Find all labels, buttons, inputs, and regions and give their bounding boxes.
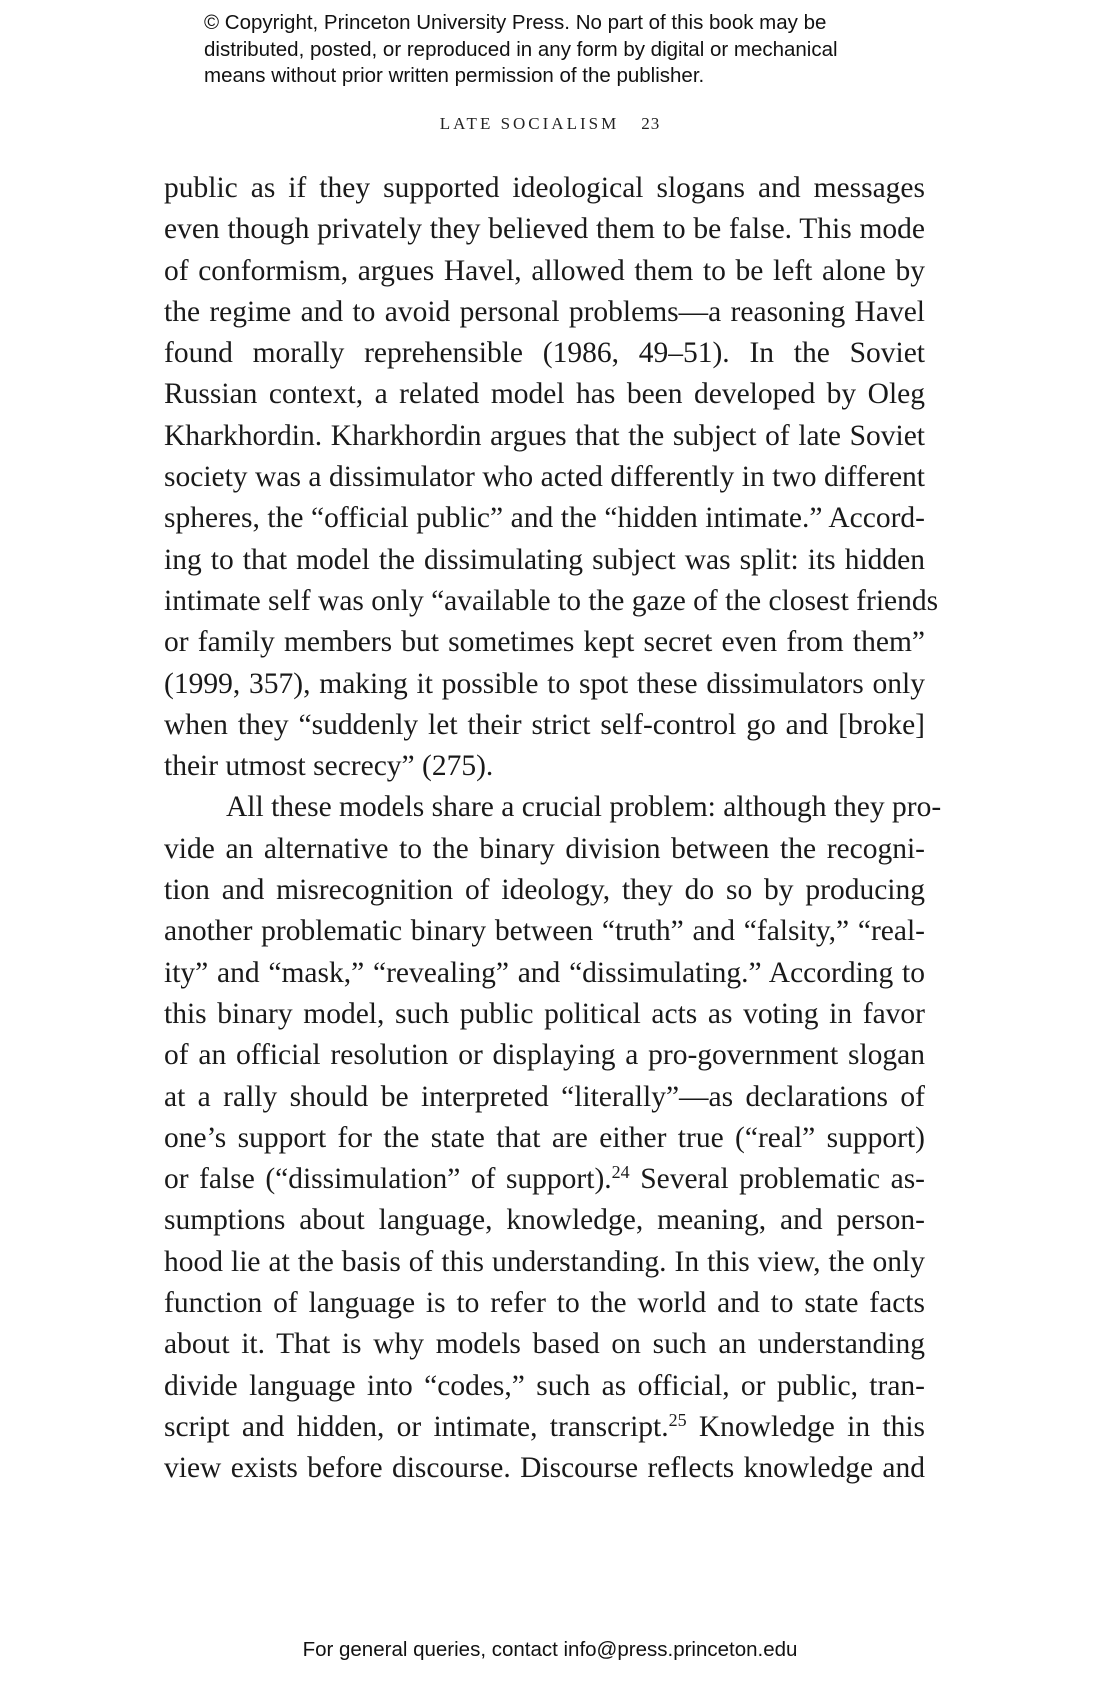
text-line-content: one’s support for the state that are either true (“real” support) (164, 1121, 925, 1154)
text-line (164, 1118, 925, 1159)
text-line-content: found morally reprehensible (1986, 49–51). In the Soviet (164, 337, 925, 370)
text-line-content: this binary model, such public political acts as voting in favor (164, 997, 925, 1030)
text-line-content: society was a dissimulator who acted differently in two different (164, 461, 925, 494)
copyright-line: © Copyright, Princeton University Press. No part of this book may be (204, 11, 827, 34)
text-line (164, 168, 925, 209)
text-line (164, 540, 925, 581)
text-line-content: when they “suddenly let their strict self-control go and [broke] (164, 708, 925, 741)
text-line (164, 870, 925, 911)
text-line (164, 209, 925, 250)
text-line-content: sumptions about language, knowledge, meaning, and person- (164, 1204, 925, 1237)
text-line (164, 1324, 925, 1365)
text-line (164, 994, 925, 1035)
text-line-content: of conformism, argues Havel, allowed them to be left alone by (164, 254, 925, 287)
text-line-content: Knowledge in this (686, 1410, 925, 1443)
text-line (164, 787, 942, 828)
text-line-content: ity” and “mask,” “revealing” and “dissimulating.” According to (164, 956, 925, 989)
text-line (164, 374, 925, 415)
text-line-content: public as if they supported ideological slogans and messages (164, 172, 925, 204)
text-line (164, 705, 925, 746)
text-line (164, 746, 925, 787)
text-line-content: view exists before discourse. Discourse reflects knowledge and (164, 1452, 925, 1485)
text-line-content: ing to that model the dissimulating subject was split: its hidden (164, 543, 925, 576)
body-text (164, 168, 942, 1490)
text-line-content: hood lie at the basis of this understanding. In this view, the only (164, 1245, 925, 1278)
text-line (164, 622, 925, 663)
footer-contact: For general queries, contact info@press.princeton.edu (302, 1638, 798, 1661)
text-line (164, 1200, 925, 1241)
text-line-content: about it. That is why models based on such an understanding (164, 1328, 925, 1361)
text-line-content: Kharkhordin. Kharkhordin argues that the subject of late Soviet (164, 419, 925, 452)
text-line-content: at a rally should be interpreted “literally”—as declarations of (164, 1080, 925, 1113)
text-line (164, 1366, 925, 1407)
text-line (164, 1407, 925, 1448)
text-line-content: tion and misrecognition of ideology, they do so by producing (164, 874, 925, 907)
text-line (164, 251, 925, 292)
text-line-content: Russian context, a related model has been developed by Oleg (164, 378, 925, 411)
text-line-content: spheres, the “official public” and the “hidden intimate.” Accord- (164, 502, 925, 535)
text-line-content: function of language is to refer to the world and to state facts (164, 1287, 925, 1320)
text-line-content: or false (“dissimulation” of support). (164, 1163, 612, 1196)
copyright-line: distributed, posted, or reproduced in any form by digital or mechanical (204, 37, 838, 61)
text-line-content: script and hidden, or intimate, transcript. (164, 1410, 669, 1443)
text-line-content: vide an alternative to the binary division between the recogni- (164, 832, 925, 865)
text-line-content: or family members but sometimes kept secret even from them” (164, 626, 925, 659)
text-line (164, 581, 939, 622)
text-line-content: divide language into “codes,” such as official, or public, tran- (164, 1369, 925, 1402)
copyright-line: means without prior written permission of the publisher. (204, 64, 705, 87)
text-line-content: even though privately they believed them to be false. This mode (164, 213, 925, 246)
text-line (164, 416, 925, 457)
text-line (164, 1077, 925, 1118)
text-line (164, 292, 925, 333)
text-line-content: of an official resolution or displaying a pro-government slogan (164, 1039, 925, 1072)
text-line (164, 1448, 925, 1489)
text-line (164, 333, 925, 374)
text-line (164, 953, 925, 994)
text-line (164, 1283, 925, 1324)
text-line (164, 1242, 925, 1283)
running-head-title: LATE SOCIALISM (439, 114, 620, 133)
footnote-ref: 24 (611, 1162, 630, 1183)
text-line (164, 1035, 925, 1076)
text-line (164, 911, 925, 952)
page-number: 23 (641, 114, 661, 133)
text-line-content: (1999, 357), making it possible to spot these dissimulators only (164, 667, 925, 700)
text-line-content: Several problematic as- (629, 1163, 925, 1196)
text-line (164, 457, 925, 498)
text-line (164, 498, 925, 539)
running-head (0, 114, 1100, 134)
text-line (164, 664, 925, 705)
text-line-content: All these models share a crucial problem: although they pro- (226, 791, 942, 824)
footnote-ref: 25 (668, 1409, 687, 1430)
text-line-content: intimate self was only “available to the gaze of the closest friends (164, 584, 939, 617)
text-line-content: another problematic binary between “truth” and “falsity,” “real- (164, 915, 925, 948)
text-line (164, 829, 925, 870)
copyright-notice (204, 10, 924, 90)
text-line (164, 1159, 925, 1200)
text-line-content: their utmost secrecy” (275). (164, 750, 494, 783)
text-line-content: the regime and to avoid personal problems—a reasoning Havel (164, 295, 925, 328)
